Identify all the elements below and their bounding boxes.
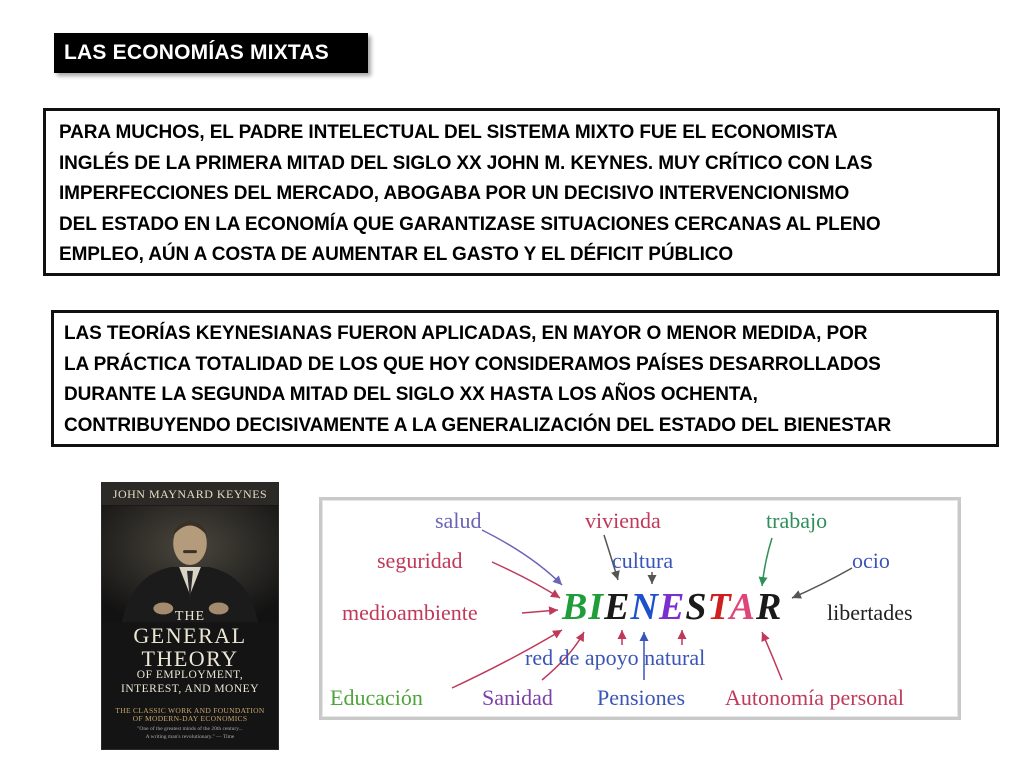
bienestar-letter: A — [729, 586, 756, 628]
book-tagline: THE CLASSIC WORK AND FOUNDATION — [115, 706, 265, 715]
book-title-theory: THEORY — [141, 646, 239, 671]
bienestar-letter: E — [604, 586, 631, 628]
keynes-portrait — [102, 505, 278, 623]
word-salud: salud — [435, 508, 482, 533]
bienestar-center-word — [562, 585, 782, 629]
book-author: JOHN MAYNARD KEYNES — [102, 483, 278, 505]
text-line: CONTRIBUYENDO DECISIVAMENTE A LA GENERALIZACIÓN DEL ESTADO DEL BIENESTAR — [64, 414, 892, 436]
book-tagline: OF MODERN-DAY ECONOMICS — [132, 714, 248, 723]
bienestar-letter: B — [562, 586, 589, 628]
bienestar-letter: I — [588, 586, 605, 628]
bienestar-letter: R — [755, 586, 783, 628]
text-line: INGLÉS DE LA PRIMERA MITAD DEL SIGLO XX JOHN M. KEYNES. MUY CRÍTICO CON LAS — [59, 152, 873, 174]
book-subtitle: INTEREST, AND MONEY — [120, 683, 260, 695]
book-quote: A writing man's revolutionary." — Time — [145, 734, 235, 740]
bienestar-letter: N — [630, 586, 659, 628]
word-libertades: libertades — [827, 600, 913, 625]
bienestar-diagram — [319, 497, 961, 720]
text-line: DEL ESTADO EN LA ECONOMÍA QUE GARANTIZASE SITUACIONES CERCANAS AL PLENO — [59, 213, 881, 235]
text-line: PARA MUCHOS, EL PADRE INTELECTUAL DEL SISTEMA MIXTO FUE EL ECONOMISTA — [59, 122, 838, 143]
text-line: LA PRÁCTICA TOTALIDAD DE LOS QUE HOY CONSIDERAMOS PAÍSES DESARROLLADOS — [64, 353, 881, 375]
word-educacion: Educación — [330, 685, 423, 710]
word-vivienda: vivienda — [585, 508, 661, 533]
keynesian-theories-box — [51, 310, 999, 447]
word-pensiones: Pensiones — [597, 685, 685, 710]
bienestar-letter: S — [685, 586, 708, 628]
bienestar-letter: T — [707, 586, 730, 628]
text-line: LAS TEORÍAS KEYNESIANAS FUERON APLICADAS, EN MAYOR O MENOR MEDIDA, POR — [64, 323, 868, 344]
text-line: EMPLEO, AÚN A COSTA DE AUMENTAR EL GASTO Y EL DÉFICIT PÚBLICO — [59, 244, 734, 265]
word-seguridad: seguridad — [377, 548, 463, 573]
book-quote: "One of the greatest minds of the 20th century... — [137, 726, 243, 732]
word-medioambiente: medioambiente — [342, 600, 478, 625]
word-ocio: ocio — [852, 548, 890, 573]
word-trabajo: trabajo — [766, 508, 828, 533]
text-line: IMPERFECCIONES DEL MERCADO, ABOGABA POR UN DECISIVO INTERVENCIONISMO — [59, 183, 850, 204]
keynes-intro-box — [43, 108, 1000, 276]
book-subtitle: OF EMPLOYMENT, — [136, 669, 244, 681]
book-title-the: THE — [174, 609, 206, 624]
bienestar-letter: E — [658, 586, 686, 628]
word-autonomia: Autonomía personal — [725, 685, 905, 710]
slide-title: LAS ECONOMÍAS MIXTAS — [54, 33, 368, 73]
word-sanidad: Sanidad — [482, 685, 553, 710]
text-line: DURANTE LA SEGUNDA MITAD DEL SIGLO XX HASTA LOS AÑOS OCHENTA, — [64, 384, 758, 405]
book-cover-image — [101, 482, 279, 750]
word-red-de-apoyo: red de apoyo natural — [525, 645, 706, 670]
book-title-general: GENERAL — [133, 623, 247, 648]
word-cultura: cultura — [612, 548, 674, 573]
